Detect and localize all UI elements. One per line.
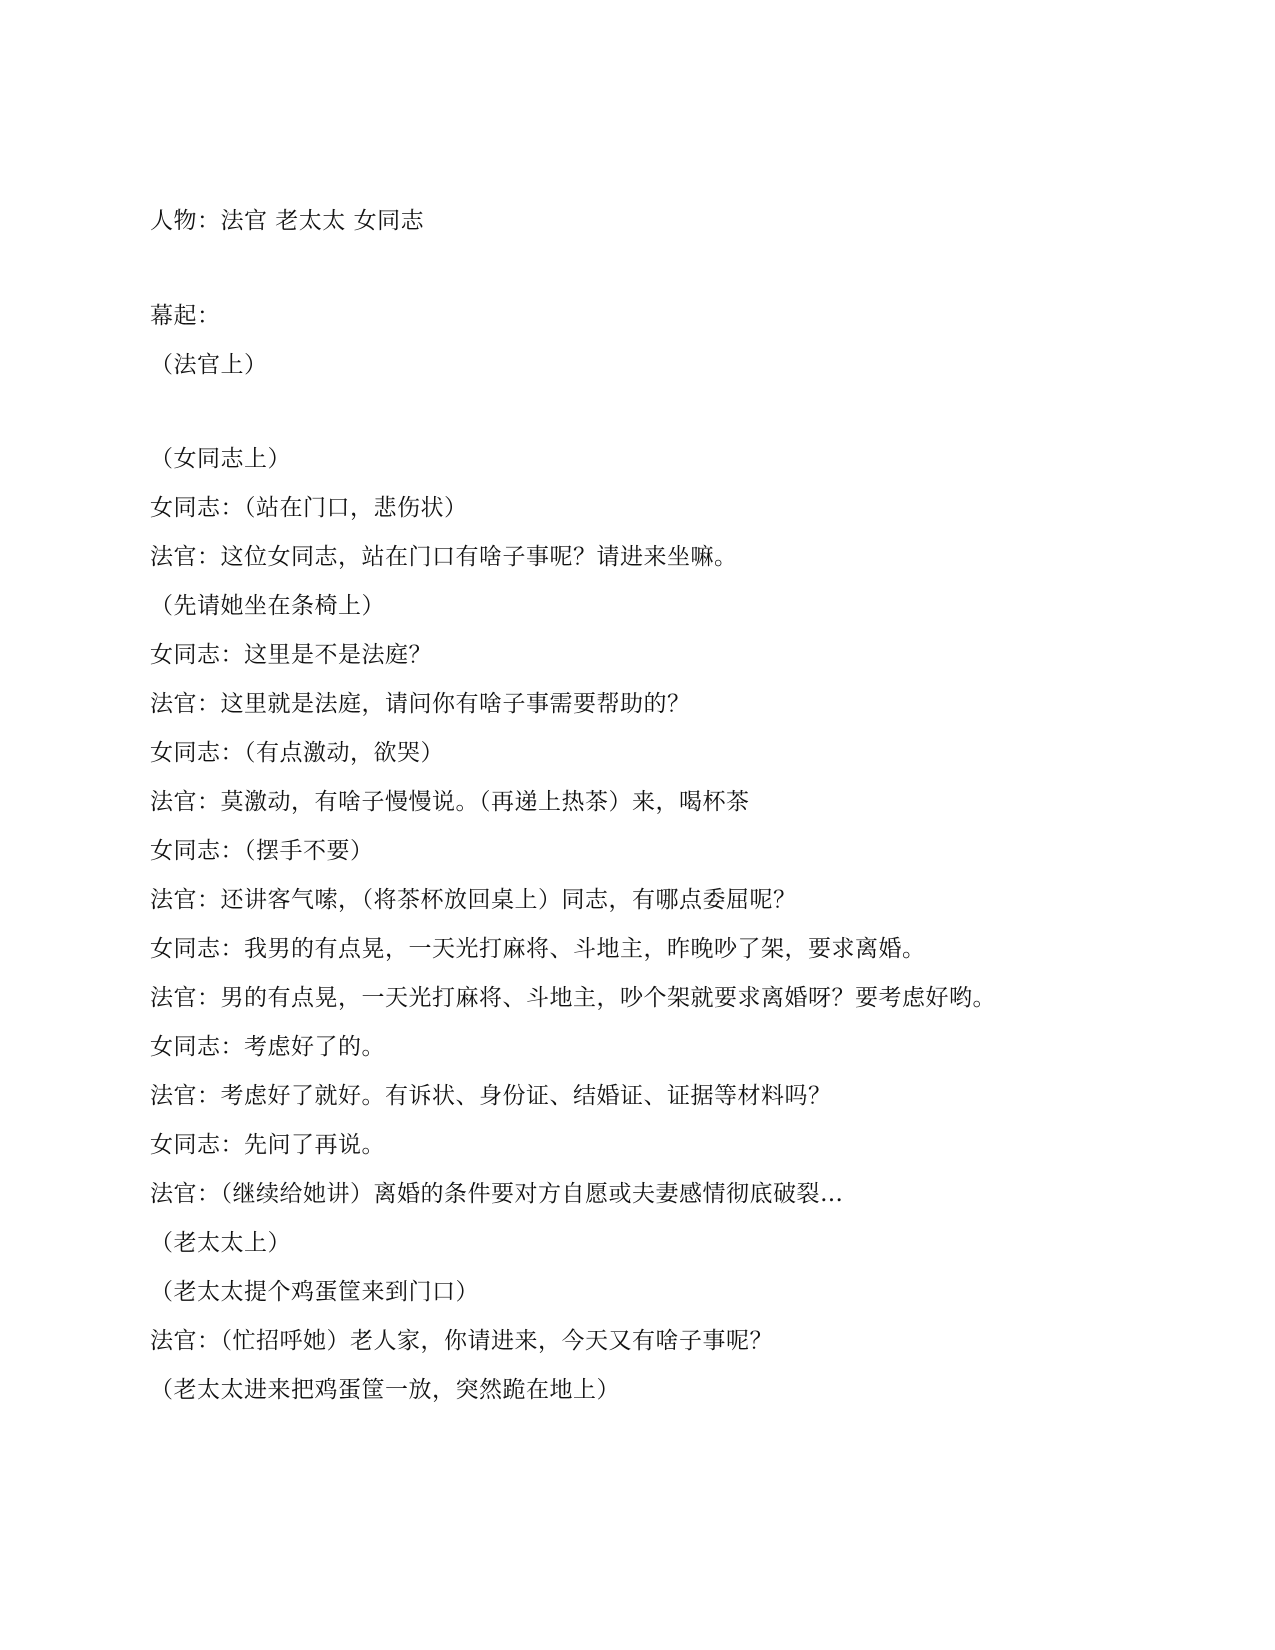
dialogue-line: 法官：（忙招呼她）老人家，你请进来，今天又有啥子事呢？ [150, 1328, 773, 1354]
stage-direction: （女同志上） [150, 446, 291, 472]
dialogue-line: 女同志：（有点激动，欲哭） [150, 740, 444, 766]
dialogue-line: 女同志：考虑好了的。 [150, 1034, 385, 1060]
stage-direction: （法官上） [150, 352, 268, 378]
dialogue-line: 女同志：我男的有点晃，一天光打麻将、斗地主，昨晚吵了架，要求离婚。 [150, 936, 926, 962]
dialogue-line: 法官：男的有点晃，一天光打麻将、斗地主，吵个架就要求离婚呀？要考虑好哟。 [150, 985, 996, 1011]
stage-direction: （先请她坐在条椅上） [150, 593, 385, 619]
stage-direction: （老太太上） [150, 1230, 291, 1256]
dialogue-line: 法官：这里就是法庭，请问你有啥子事需要帮助的？ [150, 691, 691, 717]
dialogue-line: 女同志：先问了再说。 [150, 1132, 385, 1158]
dialogue-line: 法官：（继续给她讲）离婚的条件要对方自愿或夫妻感情彻底破裂… [150, 1181, 844, 1207]
stage-direction: （老太太进来把鸡蛋筐一放，突然跪在地上） [150, 1377, 620, 1403]
dialogue-line: 女同志：（摆手不要） [150, 838, 374, 864]
curtain-line: 幕起： [150, 303, 221, 329]
dialogue-line: 法官：还讲客气嗦，（将茶杯放回桌上）同志，有哪点委屈呢？ [150, 887, 797, 913]
dialogue-line: 法官：莫激动，有啥子慢慢说。（再递上热茶）来，喝杯茶 [150, 789, 750, 815]
dialogue-line: 女同志：这里是不是法庭？ [150, 642, 432, 668]
dialogue-line: 法官：考虑好了就好。有诉状、身份证、结婚证、证据等材料吗？ [150, 1083, 832, 1109]
stage-direction: （老太太提个鸡蛋筐来到门口） [150, 1279, 479, 1305]
characters-line: 人物：法官 老太太 女同志 [150, 208, 425, 234]
dialogue-line: 女同志：（站在门口，悲伤状） [150, 495, 468, 521]
dialogue-line: 法官：这位女同志，站在门口有啥子事呢？请进来坐嘛。 [150, 544, 738, 570]
